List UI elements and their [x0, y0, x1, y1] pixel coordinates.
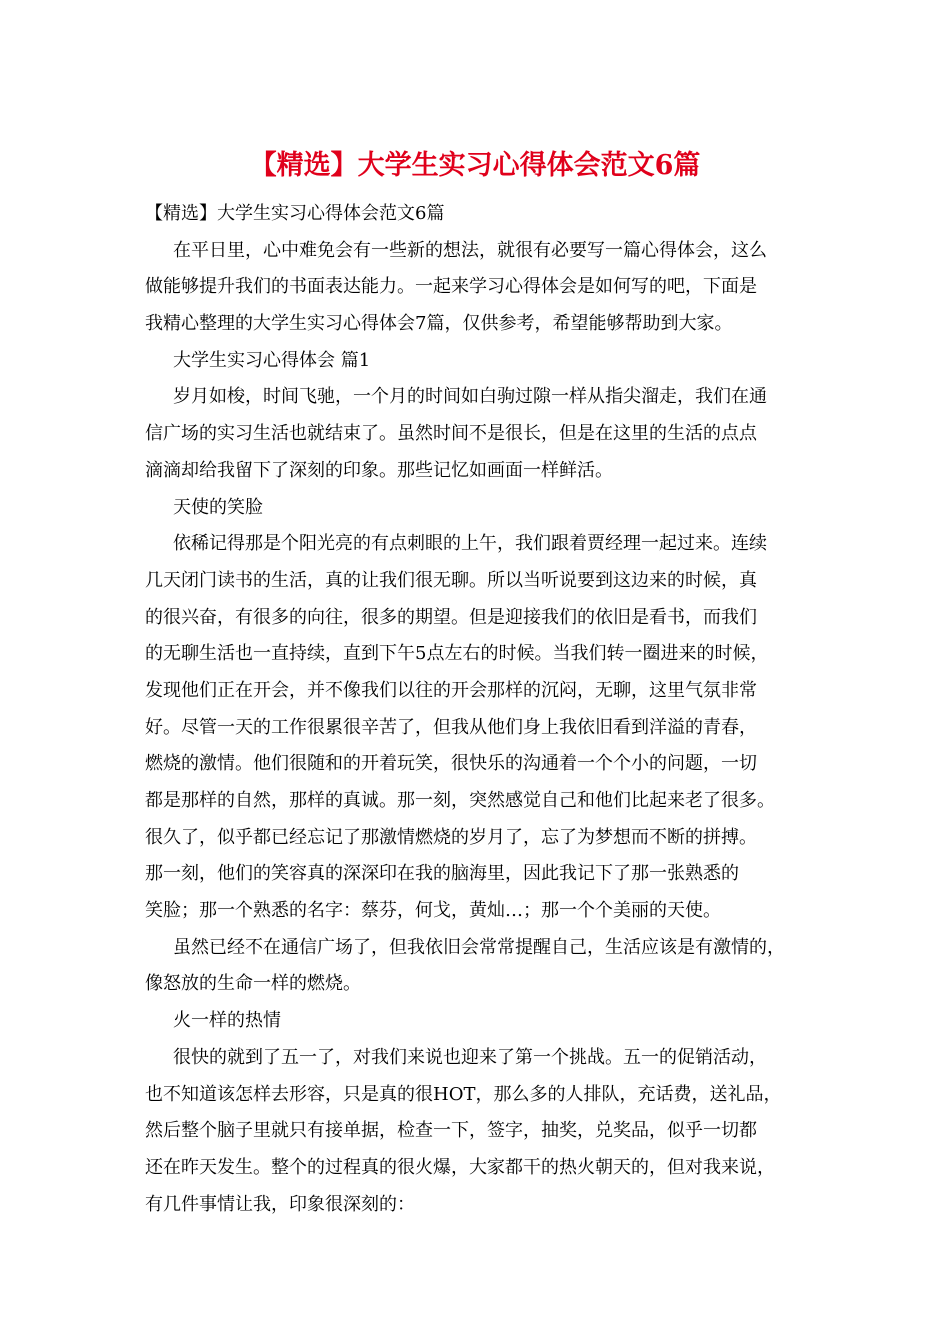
section-heading: 大学生实习心得体会 篇1: [173, 349, 371, 371]
paragraph-line: 发现他们正在开会，并不像我们以往的开会那样的沉闷，无聊，这里气氛非常: [145, 679, 757, 701]
paragraph-line: 都是那样的自然，那样的真诚。那一刻，突然感觉自己和他们比起来老了很多。: [145, 790, 775, 811]
paragraph-line: 虽然已经不在通信广场了，但我依旧会常常提醒自己，生活应该是有激情的，: [173, 936, 785, 958]
paragraph-line: 笑脸；那一个熟悉的名字：蔡芬，何戈，黄灿…；那一个个美丽的天使。: [145, 900, 721, 922]
paragraph-line: 在平日里，心中难免会有一些新的想法，就很有必要写一篇心得体会，这么: [173, 239, 767, 261]
document-body: [145, 196, 825, 1223]
paragraph-line: 信广场的实习生活也就结束了。虽然时间不是很长，但是在这里的生活的点点: [145, 423, 757, 445]
paragraph-line: 好。尽管一天的工作很累很辛苦了，但我从他们身上我依旧看到洋溢的青春，: [145, 716, 757, 738]
paragraph-line: 很久了，似乎都已经忘记了那激情燃烧的岁月了，忘了为梦想而不断的拼搏。: [145, 826, 757, 848]
paragraph-line: 那一刻，他们的笑容真的深深印在我的脑海里，因此我记下了那一张熟悉的: [145, 863, 739, 885]
paragraph-line: 的无聊生活也一直持续，直到下午5点左右的时候。当我们转一圈进来的时候，: [145, 643, 769, 665]
paragraph-line: 我精心整理的大学生实习心得体会7篇，仅供参考，希望能够帮助到大家。: [145, 313, 733, 335]
paragraph-line: 依稀记得那是个阳光亮的有点刺眼的上午，我们跟着贾经理一起过来。连续: [173, 533, 767, 555]
paragraph-line: 岁月如梭，时间飞驰，一个月的时间如白驹过隙一样从指尖溜走，我们在通: [173, 386, 767, 408]
section-heading: 天使的笑脸: [173, 496, 263, 518]
paragraph-line: 滴滴却给我留下了深刻的印象。那些记忆如画面一样鲜活。: [145, 459, 613, 481]
paragraph-line: 很快的就到了五一了，对我们来说也迎来了第一个挑战。五一的促销活动，: [173, 1046, 767, 1068]
paragraph-line: 像怒放的生命一样的燃烧。: [145, 973, 361, 995]
paragraph-line: 还在昨天发生。整个的过程真的很火爆，大家都干的热火朝天的，但对我来说，: [145, 1156, 775, 1178]
subtitle-line: 【精选】大学生实习心得体会范文6篇: [145, 203, 445, 224]
document-title: 【精选】大学生实习心得体会范文6篇: [249, 150, 701, 181]
paragraph-line: 有几件事情让我，印象很深刻的：: [145, 1193, 415, 1215]
paragraph-line: 然后整个脑子里就只有接单据，检查一下，签字，抽奖，兑奖品，似乎一切都: [145, 1120, 757, 1142]
paragraph-line: 几天闭门读书的生活，真的让我们很无聊。所以当听说要到这边来的时候，真: [145, 569, 757, 591]
section-heading: 火一样的热情: [173, 1010, 281, 1032]
paragraph-line: 也不知道该怎样去形容，只是真的很HOT，那么多的人排队，充话费，送礼品，: [145, 1083, 782, 1105]
paragraph-line: 的很兴奋，有很多的向往，很多的期望。但是迎接我们的依旧是看书，而我们: [145, 606, 757, 628]
paragraph-line: 燃烧的激情。他们很随和的开着玩笑，很快乐的沟通着一个个小的问题，一切: [145, 753, 757, 775]
paragraph-line: 做能够提升我们的书面表达能力。一起来学习心得体会是如何写的吧，下面是: [145, 276, 757, 298]
